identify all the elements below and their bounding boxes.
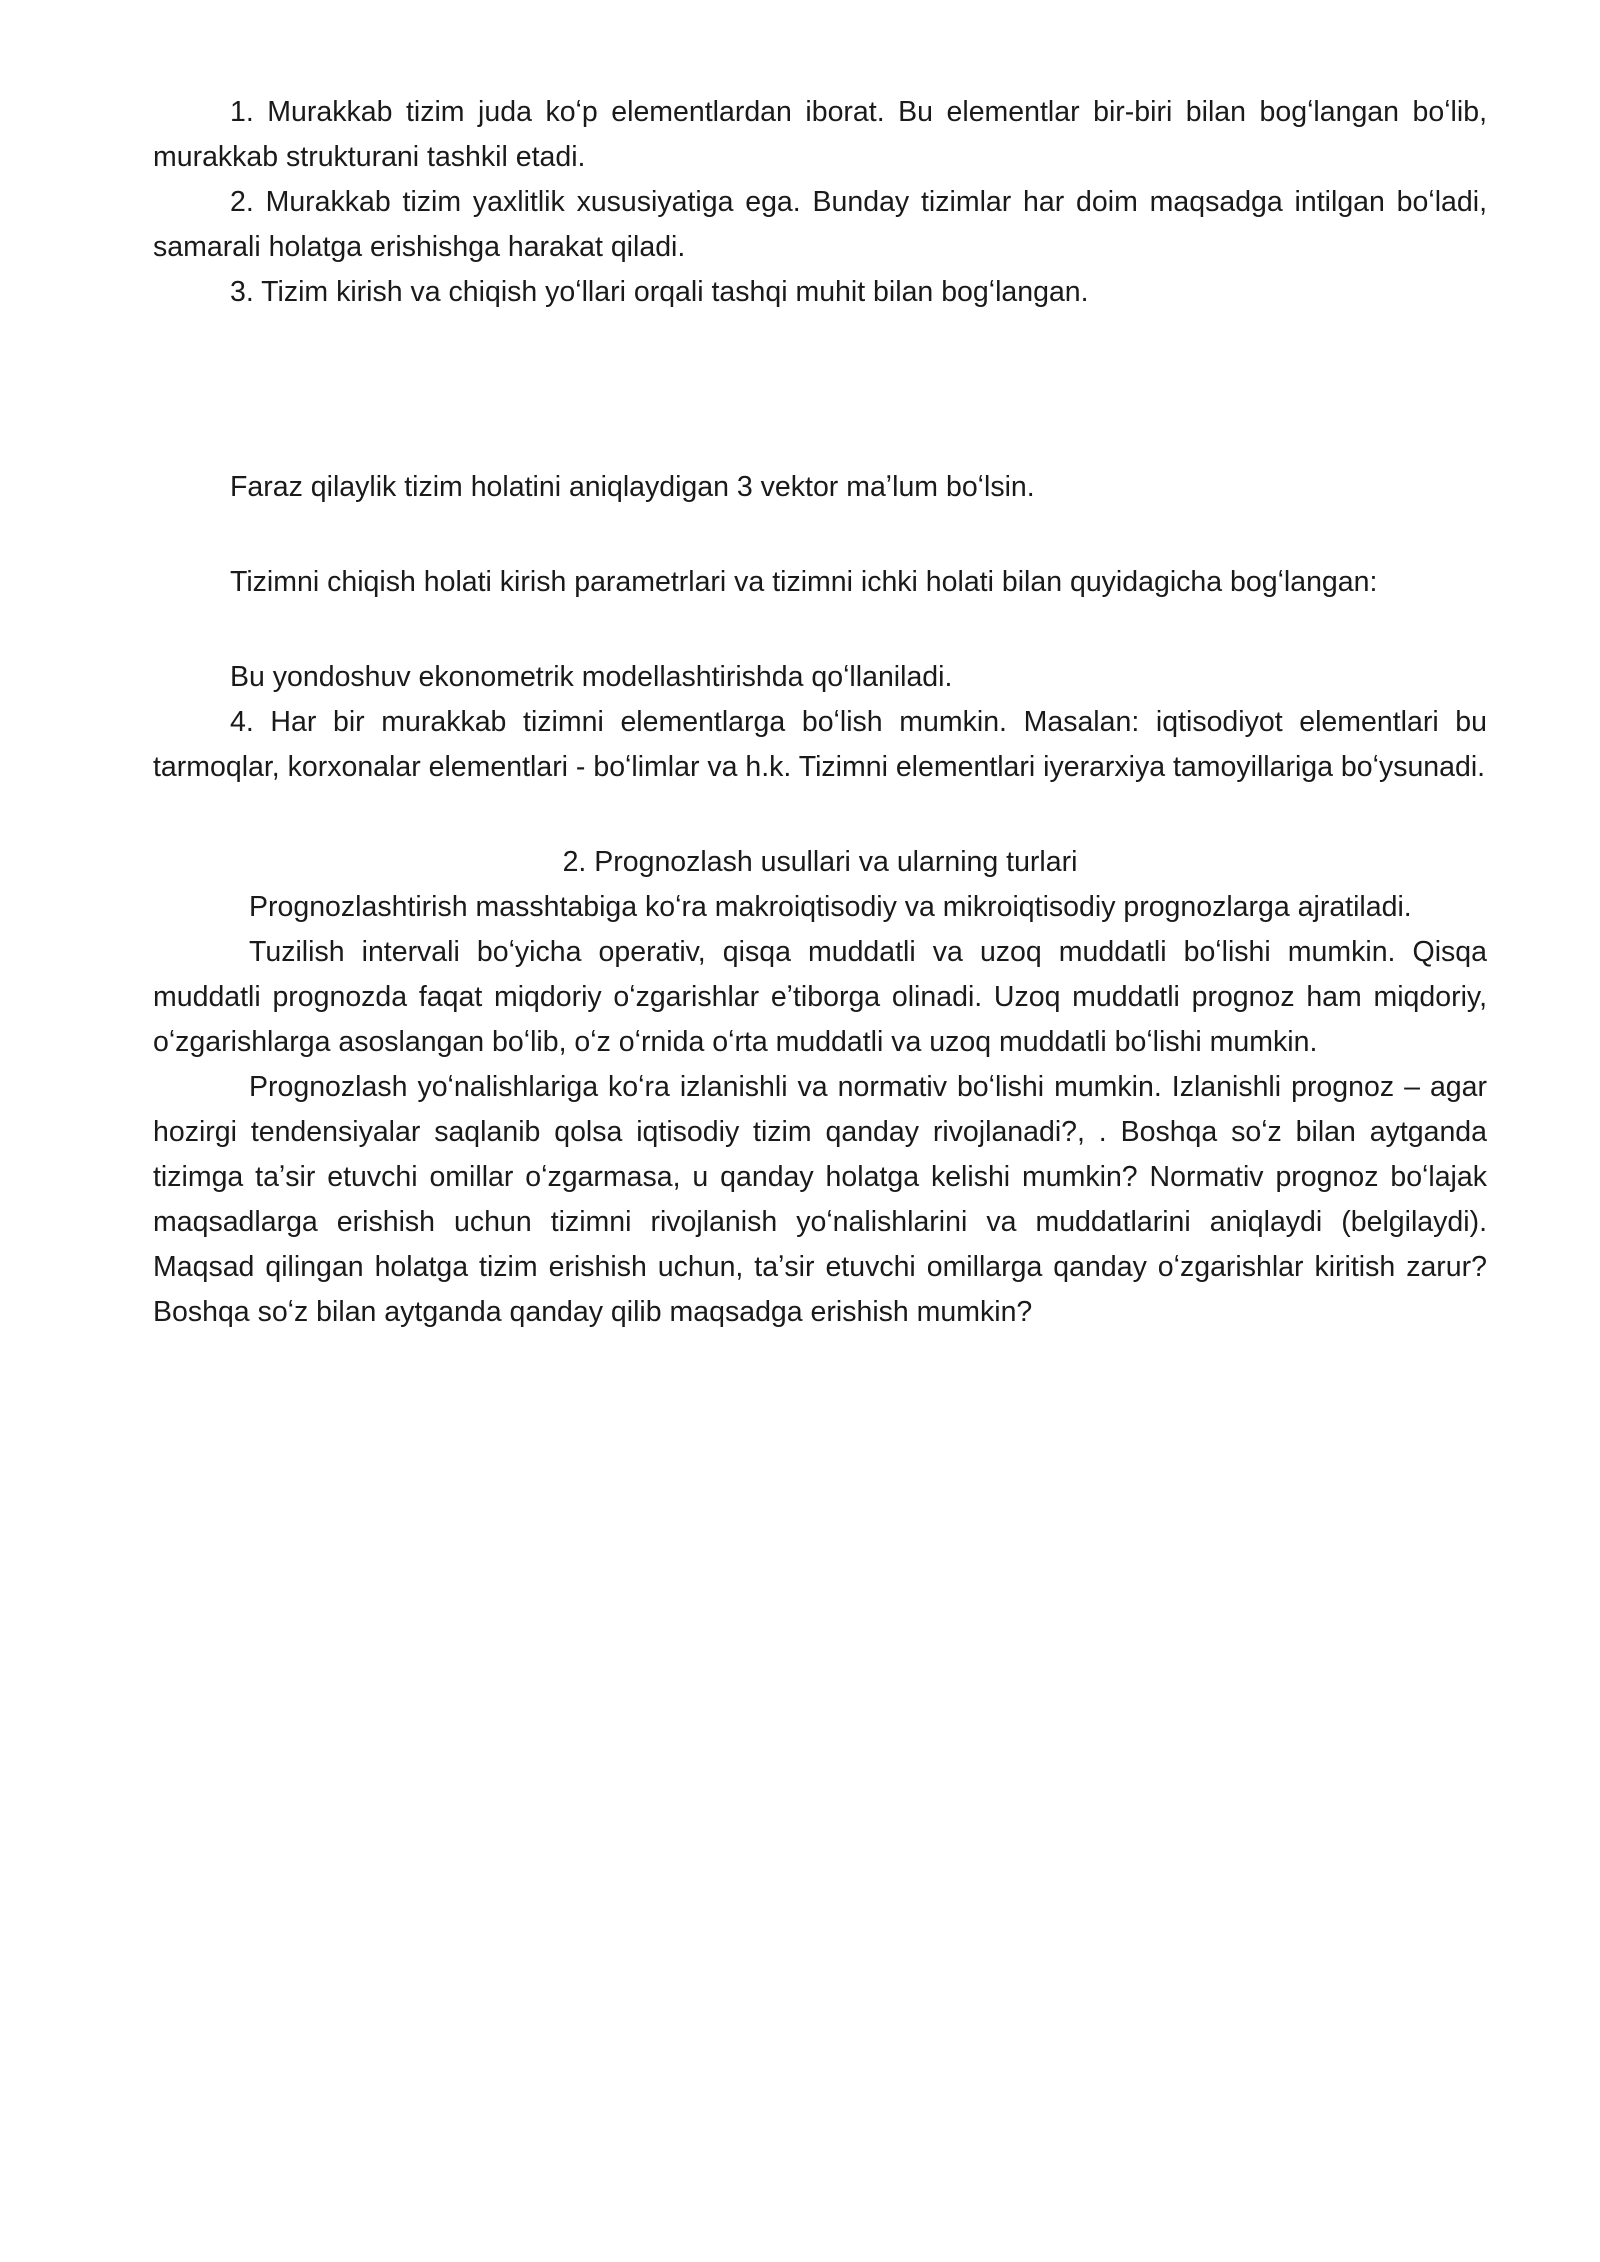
paragraph-item-1: 1. Murakkab tizim juda koʻp elementlardan iborat. Bu elementlar bir-biri bilan bogʻlangan boʻlib, murakkab strukturani tashkil etadi. xyxy=(153,96,1487,173)
section-heading: 2. Prognozlash usullari va ularning turlari xyxy=(562,846,1078,878)
section-paragraph-interval: Tuzilish intervali boʻyicha operativ, qisqa muddatli va uzoq muddatli boʻlishi mumkin. Qisqa muddatli prognozda faqat miqdoriy oʻzgarishlar eʼtiborga olinadi. Uzoq muddatli prognoz ham miqdoriy, oʻzgarishlarga asoslangan boʻlib, oʻz oʻrnida oʻrta muddatli va uzoq muddatli boʻlishi mumkin. xyxy=(153,936,1487,1058)
document-page xyxy=(153,90,1487,1335)
paragraph-item-2: 2. Murakkab tizim yaxlitlik xususiyatiga ega. Bunday tizimlar har doim maqsadga intilgan boʻladi, samarali holatga erishishga harakat qiladi. xyxy=(153,186,1487,263)
section-paragraph-direction: Prognozlash yoʻnalishlariga koʻra izlanishli va normativ boʻlishi mumkin. Izlanishli prognoz – agar hozirgi tendensiyalar saqlanib qolsa iqtisodiy tizim qanday rivojlanadi?, . Boshqa soʻz bilan aytganda tizimga taʼsir etuvchi omillar oʻzgarmasa, u qanday holatga kelishi mumkin? Normativ prognoz boʻlajak maqsadlarga erishish uchun tizimni rivojlanish yoʻnalishlarini va muddatlarini aniqlaydi (belgilaydi). Maqsad qilingan holatga tizim erishish uchun, taʼsir etuvchi omillarga qanday oʻzgarishlar kiritish zarur? Boshqa soʻz bilan aytganda qanday qilib maqsadga erishish mumkin? xyxy=(153,1071,1487,1328)
section-paragraph-scale: Prognozlashtirish masshtabiga koʻra makroiqtisodiy va mikroiqtisodiy prognozlarga ajratiladi. xyxy=(249,891,1412,923)
paragraph-item-4: 4. Har bir murakkab tizimni elementlarga boʻlish mumkin. Masalan: iqtisodiyot elementlari bu tarmoqlar, korxonalar elementlari - boʻlimlar va h.k. Tizimni elementlari iyerarxiya tamoyillariga boʻysunadi. xyxy=(153,706,1487,783)
paragraph-output-state: Tizimni chiqish holati kirish parametrlari va tizimni ichki holati bilan quyidagicha bogʻlangan: xyxy=(230,566,1378,598)
paragraph-econometric: Bu yondoshuv ekonometrik modellashtirishda qoʻllaniladi. xyxy=(230,661,953,693)
paragraph-item-3: 3. Tizim kirish va chiqish yoʻllari orqali tashqi muhit bilan bogʻlangan. xyxy=(230,276,1089,308)
paragraph-vectors: Faraz qilaylik tizim holatini aniqlaydigan 3 vektor maʼlum boʻlsin. xyxy=(230,471,1035,503)
